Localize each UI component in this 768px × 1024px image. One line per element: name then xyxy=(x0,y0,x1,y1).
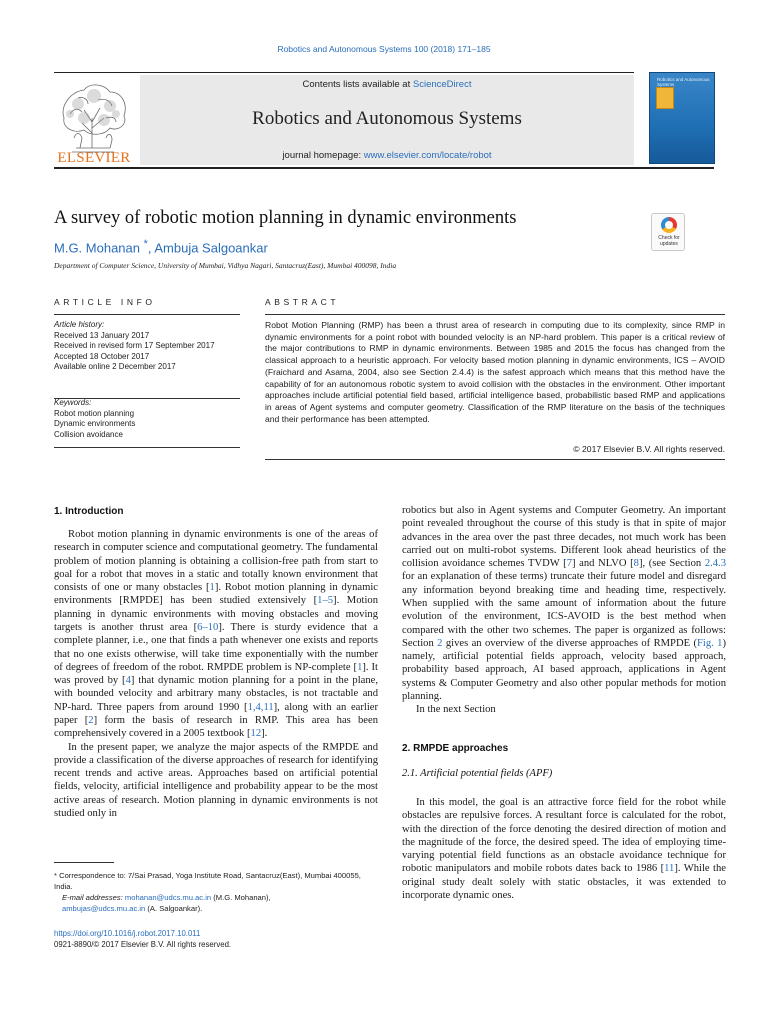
received-date: Received 13 January 2017 xyxy=(54,330,150,340)
journal-cover-image[interactable] xyxy=(649,72,715,164)
cover-title: Robotics and Autonomous Systems xyxy=(657,77,710,88)
author-mohanan[interactable]: M.G. Mohanan xyxy=(54,240,140,256)
section-heading-rmpde: 2. RMPDE approaches xyxy=(402,743,509,754)
doi-block xyxy=(54,928,378,950)
intro-paragraph-1: Robot motion planning in dynamic environments is one of the areas of research in computer science and computational geometry. The fundamental problem of motion planning is obtaining a collision-free path from start to goal for a robot that moves in a static and totally known environment that consists of one or many obstacles [1]. Robot motion planning in dynamic environments [RMPDE] has been studied extensively [1–5]. Motion planning in dynamic environments with moving obstacles and moving targets is another thrust area [6–10]. There is sturdy evidence that a complete planner, i.e., one that finds a path whenever one exists and reports that no one exists otherwise, will take time exponentially with the number of degrees of freedom of the robot. RMPDE problem is NP-complete [1]. It was proved by [4] that dynamic motion planning for a point in the plane, with bounded velocity and arbitrary many obstacles, is not tractable and NP-hard. Three papers from around 1990 [1,4,11], along with an earlier paper [2] form the basis of research in RMP. This area has been comprehensively covered in a 2005 textbook [12]. xyxy=(54,529,379,740)
right-column xyxy=(402,504,726,717)
revised-date: Received in revised form 17 September 2017 xyxy=(54,341,215,351)
journal-homepage-link[interactable]: www.elsevier.com/locate/robot xyxy=(363,150,492,161)
check-for-updates-icon xyxy=(661,217,677,233)
abstract-bottom-rule xyxy=(265,459,725,460)
journal-homepage-line xyxy=(140,150,634,161)
footnotes xyxy=(54,870,378,914)
citation-link[interactable]: 11 xyxy=(664,863,675,875)
cover-graphic xyxy=(656,87,674,109)
keywords-label: Keywords: xyxy=(54,398,92,407)
keyword-item: Collision avoidance xyxy=(54,429,123,439)
online-date: Available online 2 December 2017 xyxy=(54,362,176,372)
citation-link[interactable]: 4 xyxy=(125,675,131,687)
keyword-item: Dynamic environments xyxy=(54,419,136,429)
citation-link[interactable]: 12 xyxy=(250,728,262,740)
citation-link[interactable]: 1,4,11 xyxy=(247,701,274,713)
abstract-top-rule xyxy=(265,314,725,315)
email-label: E-mail addresses: xyxy=(62,893,125,902)
keywords-divider xyxy=(54,447,240,448)
issn-copyright: 0921-8890/© 2017 Elsevier B.V. All rights reserved. xyxy=(54,940,232,949)
check-for-updates-label: Check for updates xyxy=(658,235,680,247)
correspondence-footnote: * Correspondence to: 7/Sai Prasad, Yoga Institute Road, Santacruz(East), Mumbai 400055, India. xyxy=(54,871,361,891)
apf-paragraph-1: In this model, the goal is an attractive force field for the robot while obstacles are repulsive forces. A resultant force is calculated for the robot, with the direction of the force denoting the desired direction of motion and the magnitude of the force, the desired speed. The idea of employing time-varying potential field functions as an obstacle avoidance technique for robotic manipulators and mobile robots dates back to 1986 [11]. While the original study dealt solely with static obstacles, it was extended to incorporate dynamic ones. xyxy=(402,797,727,901)
journal-title: Robotics and Autonomous Systems xyxy=(252,108,522,129)
contents-prefix: Contents lists available at xyxy=(302,79,413,90)
history-label: Article history: xyxy=(54,320,105,329)
citation-link[interactable]: 2 xyxy=(88,714,94,726)
article-history xyxy=(54,320,240,373)
abstract-text: Robot Motion Planning (RMP) has been a thrust area of research in computing due to its complexity, since RMP in dynamic environments for a point robot with bounded velocity is an NP-hard problem. This paper is a critical review of the major contributions to RMP in dynamic environments. Between 1985 and 2015 the focus has changed from the classical approach to a heuristic approach. For velocity based motion planning in dynamic environments, ICS – AVOID (Fraichard and Asama, 2004, also see Section 2.4.4) is the safest approach which means that this method have the capability of for an autonomous robotic system to avoid collision with the obstacles in the environment. Other important approaches include artificial potential field based, artificial intelligence based, probabilistic based RMP and applications in areas of Agent systems and computer geometry. Classification of the RMP literature on the basis of the techniques and their performance has been attempted. xyxy=(265,320,725,424)
footnote-rule xyxy=(54,862,114,863)
article-title: A survey of robotic motion planning in dynamic environments xyxy=(54,208,517,228)
email-link-salgoankar[interactable]: ambujas@udcs.mu.ac.in xyxy=(62,904,146,913)
citation-link[interactable]: 1 xyxy=(209,582,215,594)
accepted-date: Accepted 18 October 2017 xyxy=(54,351,150,361)
header-bottom-rule xyxy=(54,167,714,169)
left-column xyxy=(54,528,378,820)
section-link[interactable]: 2 xyxy=(437,637,443,649)
sciencedirect-link[interactable]: ScienceDirect xyxy=(412,79,472,90)
citation-link[interactable]: 1 xyxy=(357,661,363,673)
footnote-mark: * xyxy=(54,871,57,880)
section-heading-introduction: 1. Introduction xyxy=(54,506,124,517)
header-top-rule xyxy=(54,72,634,73)
author-salgoankar[interactable]: Ambuja Salgoankar xyxy=(154,240,268,256)
intro-paragraph-next: In the next Section xyxy=(416,704,496,716)
check-for-updates-button[interactable] xyxy=(651,213,685,251)
subsection-heading-apf: 2.1. Artificial potential fields (APF) xyxy=(402,768,553,779)
affiliation: Department of Computer Science, University of Mumbai, Vidhya Nagari, Santacruz(East), Mumbai 400098, India xyxy=(54,261,397,270)
contents-line xyxy=(140,79,634,90)
email-link-mohanan[interactable]: mohanan@udcs.mu.ac.in xyxy=(124,893,212,902)
keyword-item: Robot motion planning xyxy=(54,408,135,418)
authors xyxy=(54,238,268,255)
article-info-rule xyxy=(54,314,240,315)
figure-link[interactable]: Fig. 1 xyxy=(696,637,723,649)
email-footnote: E-mail addresses: mohanan@udcs.mu.ac.in (M.G. Mohanan), ambujas@udcs.mu.ac.in (A. Salgoankar). xyxy=(62,893,271,913)
intro-paragraph-continued: robotics but also in Agent systems and Computer Geometry. An important point revealed throughout the course of this study is that in spite of major advances in the area over the past three decades, not much work has been carried out on multi-robot systems. Different look ahead heuristics of the collision avoidance schemes TVDW [7] and NLVO [8], (see Section 2.4.3 for an explanation of these terms) truncate their future model and disregard any information beyond breaking time and heading time, respectively. When supplied with the same amount of information about the future evolution of the environment, ICS-AVOID is the best method when compared with the other two schemes. The paper is organized as follows: Section 2 gives an overview of the diverse approaches of RMPDE (Fig. 1) namely, artificial potential fields approach, velocity based approach, probability based approach, AI based approach, applications in Agent systems & Computer Geometry and also other popular methods for motion planning. xyxy=(402,505,726,702)
keywords xyxy=(54,398,240,440)
abstract-copyright: © 2017 Elsevier B.V. All rights reserved. xyxy=(573,444,725,454)
citation-link[interactable]: 7 xyxy=(566,558,572,570)
elsevier-wordmark: ELSEVIER xyxy=(57,150,131,166)
intro-paragraph-2: In the present paper, we analyze the major aspects of the RMPDE and provide a classification of the diverse approaches of research for identifying recent trends and active areas. Approaches based on artificial potential fields, velocity, artificial intelligence and probability appear to be the most active areas of research. Motion planning in dynamic environments is not studied only in xyxy=(54,741,378,819)
author-separator: , xyxy=(147,240,155,256)
citation-link[interactable]: 8 xyxy=(633,558,639,570)
article-info-heading: ARTICLE INFO xyxy=(54,297,156,307)
homepage-prefix: journal homepage: xyxy=(282,150,364,161)
corresponding-author-mark[interactable]: * xyxy=(143,238,148,250)
doi-link[interactable]: https://doi.org/10.1016/j.robot.2017.10.011 xyxy=(54,929,201,938)
abstract-heading: ABSTRACT xyxy=(265,297,340,307)
apf-column xyxy=(402,796,726,902)
citation-link[interactable]: 6–10 xyxy=(197,621,219,633)
journal-reference[interactable]: Robotics and Autonomous Systems 100 (2018) 171–185 xyxy=(277,44,491,54)
section-link[interactable]: 2.4.3 xyxy=(704,558,726,570)
citation-link[interactable]: 1–5 xyxy=(317,595,334,607)
